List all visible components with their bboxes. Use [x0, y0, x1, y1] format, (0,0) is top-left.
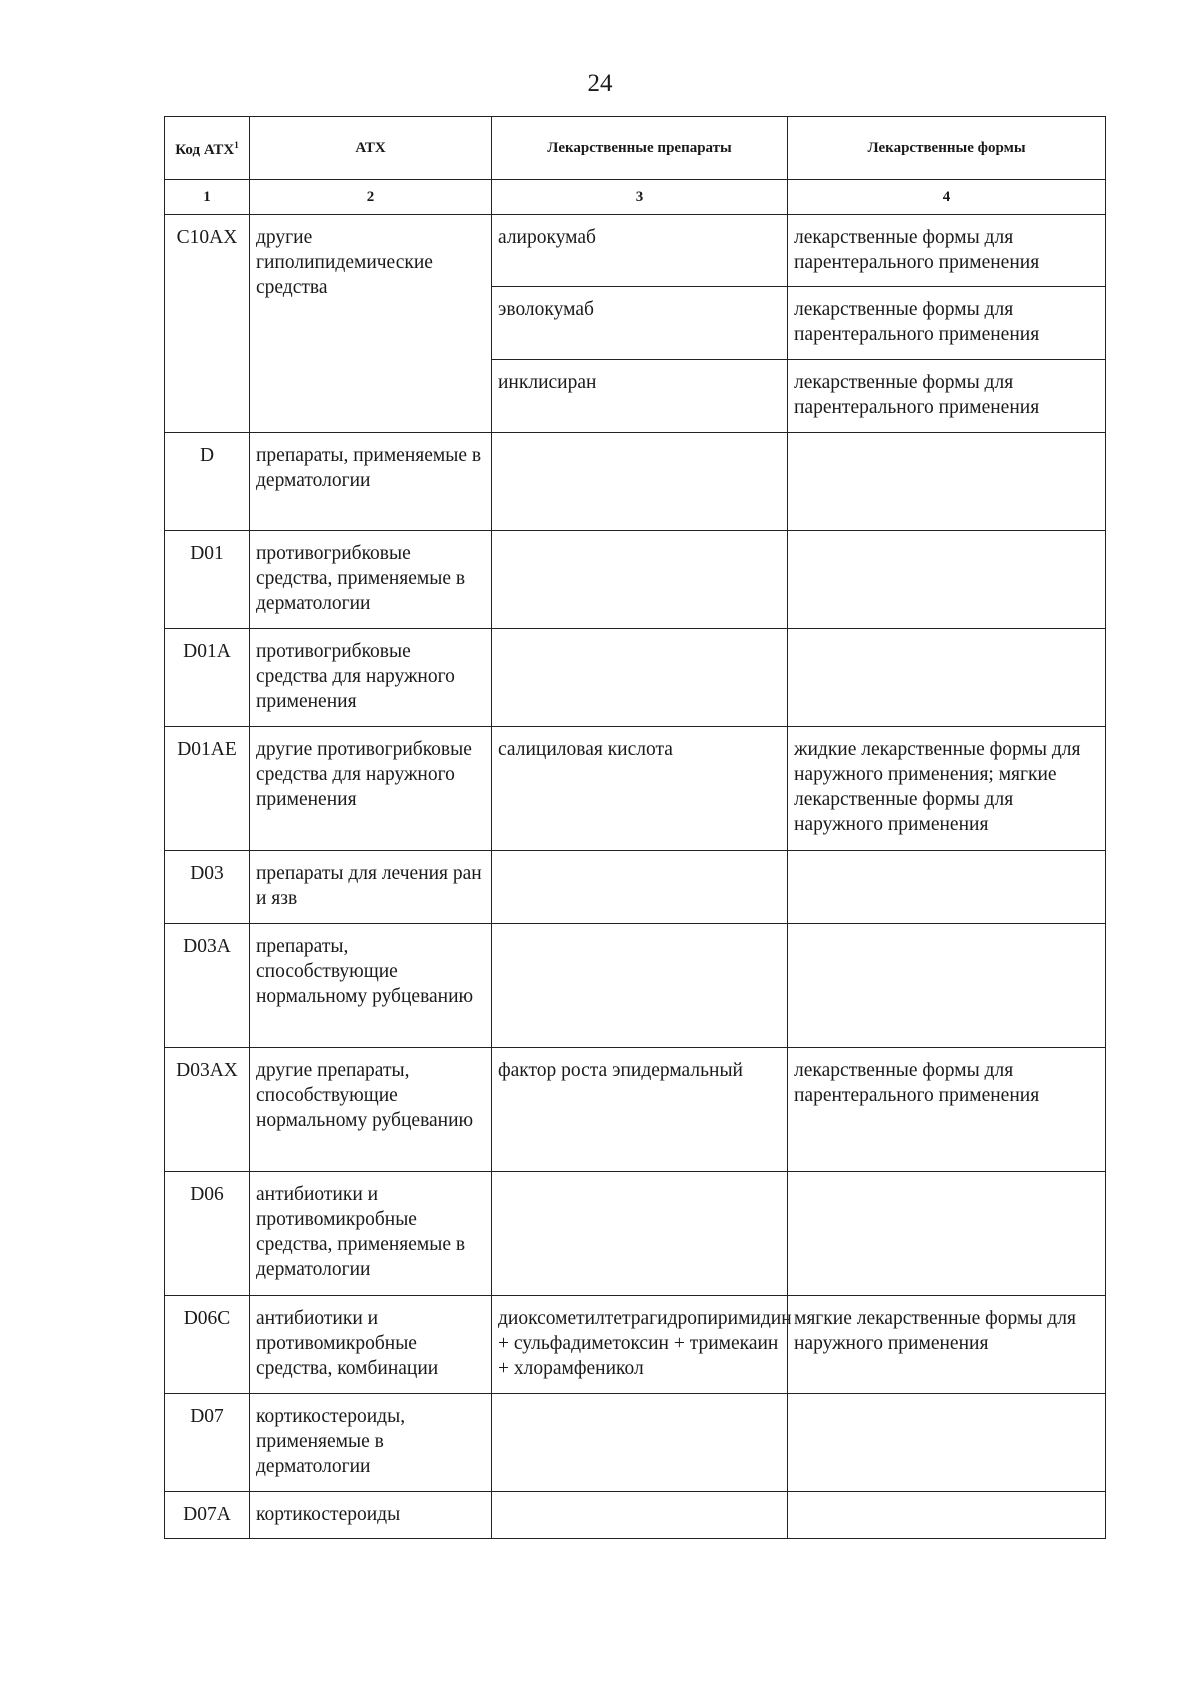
atc-group: препараты, способствующие нормальному рубцеванию [250, 924, 492, 1048]
drug-name [492, 1492, 788, 1539]
drug-name [492, 924, 788, 1048]
dosage-form [788, 851, 1106, 924]
column-number-row [165, 180, 1106, 215]
drug-name [492, 531, 788, 629]
dosage-form [788, 433, 1106, 531]
table-row [165, 629, 1106, 727]
dosage-form [788, 924, 1106, 1048]
atc-group: антибиотики и противомикробные средства, комбинации [250, 1296, 492, 1394]
atc-code: D03 [165, 851, 250, 924]
atc-group: противогрибковые средства, применяемые в дерматологии [250, 531, 492, 629]
drug-name: диоксометилтетрагидропиримидин + сульфадиметоксин + тримекаин + хлорамфеникол [492, 1296, 788, 1394]
dosage-form [788, 1172, 1106, 1296]
atc-code: D06C [165, 1296, 250, 1394]
atc-code: D [165, 433, 250, 531]
table-row [165, 1394, 1106, 1492]
drug-name: алирокумаб [492, 215, 788, 287]
dosage-form: лекарственные формы для парентерального применения [788, 287, 1106, 360]
table-row [165, 215, 1106, 287]
drug-name: инклисиран [492, 360, 788, 433]
atc-group: препараты для лечения ран и язв [250, 851, 492, 924]
dosage-form: лекарственные формы для парентерального применения [788, 360, 1106, 433]
dosage-form [788, 531, 1106, 629]
header-forms: Лекарственные формы [788, 117, 1106, 180]
header-atc: АТХ [250, 117, 492, 180]
table-row [165, 1048, 1106, 1172]
dosage-form: жидкие лекарственные формы для наружного применения; мягкие лекарственные формы для наружного применения [788, 727, 1106, 851]
dosage-form: лекарственные формы для парентерального применения [788, 1048, 1106, 1172]
atc-code: D03AX [165, 1048, 250, 1172]
atc-group: антибиотики и противомикробные средства, применяемые в дерматологии [250, 1172, 492, 1296]
atc-group: другие препараты, способствующие нормальному рубцеванию [250, 1048, 492, 1172]
dosage-form [788, 629, 1106, 727]
atc-group: другие гиполипидемические средства [250, 215, 492, 433]
dosage-form [788, 1394, 1106, 1492]
atc-code: C10AX [165, 215, 250, 433]
drug-name [492, 629, 788, 727]
atc-group: кортикостероиды, применяемые в дерматологии [250, 1394, 492, 1492]
table-row [165, 433, 1106, 531]
table-row [165, 924, 1106, 1048]
footnote-mark: 1 [234, 140, 239, 150]
table-row [165, 727, 1106, 851]
atc-group: другие противогрибковые средства для наружного применения [250, 727, 492, 851]
atc-code: D01AE [165, 727, 250, 851]
atc-code: D07 [165, 1394, 250, 1492]
drug-name: салициловая кислота [492, 727, 788, 851]
table-row [165, 851, 1106, 924]
table-row [165, 1492, 1106, 1539]
drug-name [492, 1394, 788, 1492]
atc-group: кортикостероиды [250, 1492, 492, 1539]
column-number: 2 [250, 180, 492, 215]
atc-code: D03A [165, 924, 250, 1048]
page-number: 24 [587, 70, 613, 97]
column-number: 4 [788, 180, 1106, 215]
dosage-form: мягкие лекарственные формы для наружного применения [788, 1296, 1106, 1394]
atc-group: препараты, применяемые в дерматологии [250, 433, 492, 531]
drug-name [492, 433, 788, 531]
column-number: 1 [165, 180, 250, 215]
table-header-row [165, 117, 1106, 180]
atc-group: противогрибковые средства для наружного применения [250, 629, 492, 727]
header-drugs: Лекарственные препараты [492, 117, 788, 180]
atc-drug-table [164, 116, 1106, 1539]
dosage-form [788, 1492, 1106, 1539]
atc-code: D07A [165, 1492, 250, 1539]
atc-code: D06 [165, 1172, 250, 1296]
table-row [165, 531, 1106, 629]
dosage-form: лекарственные формы для парентерального применения [788, 215, 1106, 287]
atc-code: D01 [165, 531, 250, 629]
atc-code: D01A [165, 629, 250, 727]
table-row [165, 1172, 1106, 1296]
drug-name [492, 851, 788, 924]
drug-name [492, 1172, 788, 1296]
drug-name: эволокумаб [492, 287, 788, 360]
column-number: 3 [492, 180, 788, 215]
drug-name: фактор роста эпидермальный [492, 1048, 788, 1172]
table-row [165, 1296, 1106, 1394]
header-code: Код АТХ$^1$ [165, 117, 250, 180]
